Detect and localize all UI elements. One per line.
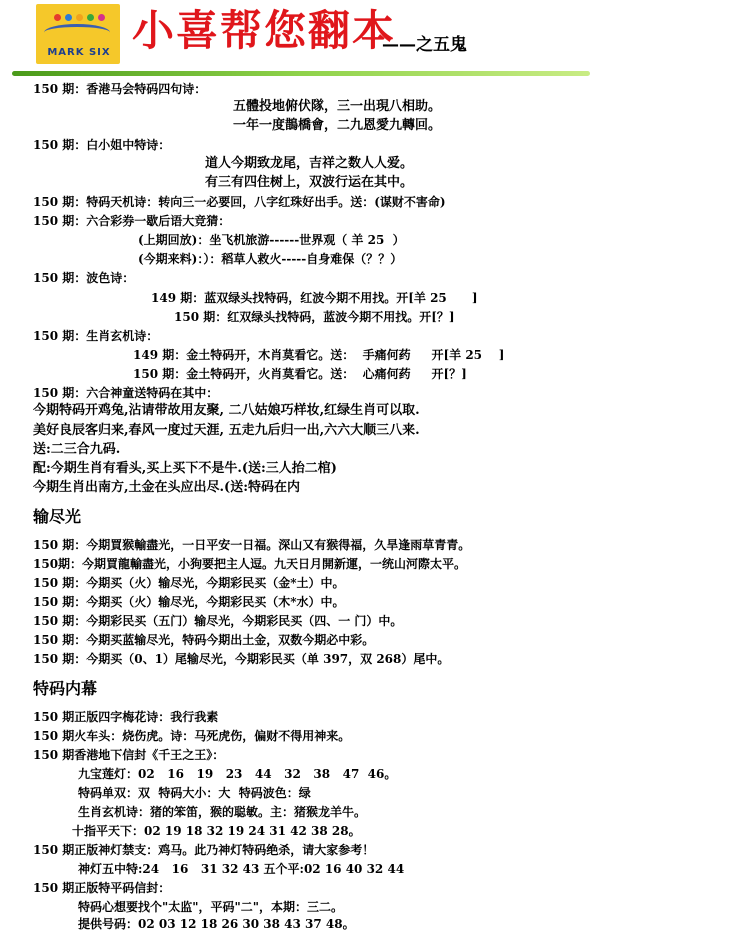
text-line: 150 期：今期买（0、1）尾输尽光，今期彩民买（单 397，双 268）尾中。 xyxy=(33,652,450,666)
text-line: 神灯五中特:24 16 31 32 43 五个平:02 16 40 32 44 xyxy=(78,862,405,876)
text-line: 有三有四住树上，双波行运在其中。 xyxy=(205,175,414,190)
header-divider xyxy=(12,71,590,76)
mark-six-logo xyxy=(36,4,120,64)
text-line: 150 期：今期彩民买（五门）输尽光，今期彩民买（四、一 门）中。 xyxy=(33,614,403,628)
text-line: 149 期：金土特码开，木肖莫看它。送： 手痛何药 开[羊 25 ] xyxy=(133,348,505,362)
page-subtitle: ——之五鬼 xyxy=(382,35,467,55)
text-line: 150 期：红双绿头找特码，蓝波今期不用找。开[？] xyxy=(174,310,455,324)
text-line: 150 期：特码天机诗：转向三一必要回，八字红珠好出手。送：(谋财不害命) xyxy=(33,195,446,209)
text-line: 今期特码开鸡兔,沾请带故用友聚, 二八姑娘巧样妆,红绿生肖可以取. xyxy=(33,403,420,418)
text-line: 150 期：白小姐中特诗： xyxy=(33,138,171,152)
logo-dot-green xyxy=(87,14,94,21)
text-line: 提供号码：02 03 12 18 26 30 38 43 37 48。 xyxy=(78,917,355,931)
text-line: 150 期火车头：烧伤虎。诗：马死虎伤，偏财不得用神来。 xyxy=(33,729,351,743)
text-line: 生肖玄机诗：猪的笨笛，猴的聪敏。主：猪猴龙羊牛。 xyxy=(78,805,367,819)
text-line: (今期来料)：）：稻草人救火-----自身难保（？？） xyxy=(138,252,403,266)
section-heading-lose-all: 输尽光 xyxy=(33,507,82,526)
text-line: 150 期：今期买（火）输尽光，今期彩民买（金*土）中。 xyxy=(33,576,345,590)
text-line: 150 期正版特平码信封： xyxy=(33,881,171,895)
logo-dot-orange xyxy=(76,14,83,21)
text-line: 150 期正版神灯禁支：鸡马。此乃神灯特码绝杀，请大家参考！ xyxy=(33,843,375,857)
logo-dot-red xyxy=(54,14,61,21)
logo-text: MARK SIX xyxy=(47,47,111,58)
page-header xyxy=(0,0,744,82)
logo-swoosh xyxy=(44,24,110,41)
text-line: 150 期：香港马会特码四句诗： xyxy=(33,82,207,96)
text-line: 150 期：今期買猴輸盡光，一日平安一日福。深山又有猴得福，久旱逢雨草青青。 xyxy=(33,538,471,552)
text-line: 150 期：六合彩券一歇后语大竞猜： xyxy=(33,214,231,228)
page-title: 小喜帮您翻本 xyxy=(132,6,397,55)
text-line: 150 期：六合神童送特码在其中： xyxy=(33,386,219,400)
text-line: 道人今期致龙尾，吉祥之数人人爱。 xyxy=(205,156,414,171)
text-line: 150 期正版四字梅花诗：我行我素 xyxy=(33,710,219,724)
text-line: 今期生肖出南方,土金在头应出尽.(送:特码在内 xyxy=(33,480,301,495)
text-line: 一年一度鵲橋會，二九恩愛九轉回。 xyxy=(233,118,442,133)
text-line: 五體投地俯伏隊，三一出現八相助。 xyxy=(233,99,442,114)
logo-dot-blue xyxy=(65,14,72,21)
text-line: 十指平天下：02 19 18 32 19 24 31 42 38 28。 xyxy=(72,824,361,838)
text-line: 149 期：蓝双绿头找特码，红波今期不用找。开[羊 25 ] xyxy=(151,291,478,305)
text-line: 150 期香港地下信封《千王之王》： xyxy=(33,748,225,762)
text-line: (上期回放)：坐飞机旅游------世界观（ 羊 25 ） xyxy=(138,233,405,247)
section-heading-special-inside: 特码内幕 xyxy=(33,679,98,698)
logo-dot-pink xyxy=(98,14,105,21)
text-line: 150 期：波色诗： xyxy=(33,271,135,285)
text-line: 九宝莲灯：02 16 19 23 44 32 38 47 46。 xyxy=(78,767,397,781)
text-line: 特码心想要找个"太监"，平码"二"，本期：三二。 xyxy=(78,900,344,914)
text-line: 特码单双：双 特码大小：大 特码波色：绿 xyxy=(78,786,311,800)
text-line: 150 期：今期买（火）输尽光，今期彩民买（木*水）中。 xyxy=(33,595,345,609)
text-line: 配:今期生肖有看头,买上买下不是牛.(送:三人抬二棺) xyxy=(33,461,337,476)
text-line: 150 期：今期买蓝输尽光，特码今期出土金，双数今期必中彩。 xyxy=(33,633,375,647)
text-line: 送:二三合九码. xyxy=(33,442,121,457)
text-line: 150 期：金土特码开，火肖莫看它。送： 心痛何药 开[？] xyxy=(133,367,467,381)
text-line: 美好良辰客归来,春风一度过天涯, 五走九后归一出,六六大顺三八来. xyxy=(33,423,420,438)
text-line: 150期：今期買龍輸盡光，小狗要把主人逗。九天日月開新運，一统山河際太平。 xyxy=(33,557,467,571)
text-line: 150 期：生肖玄机诗： xyxy=(33,329,159,343)
